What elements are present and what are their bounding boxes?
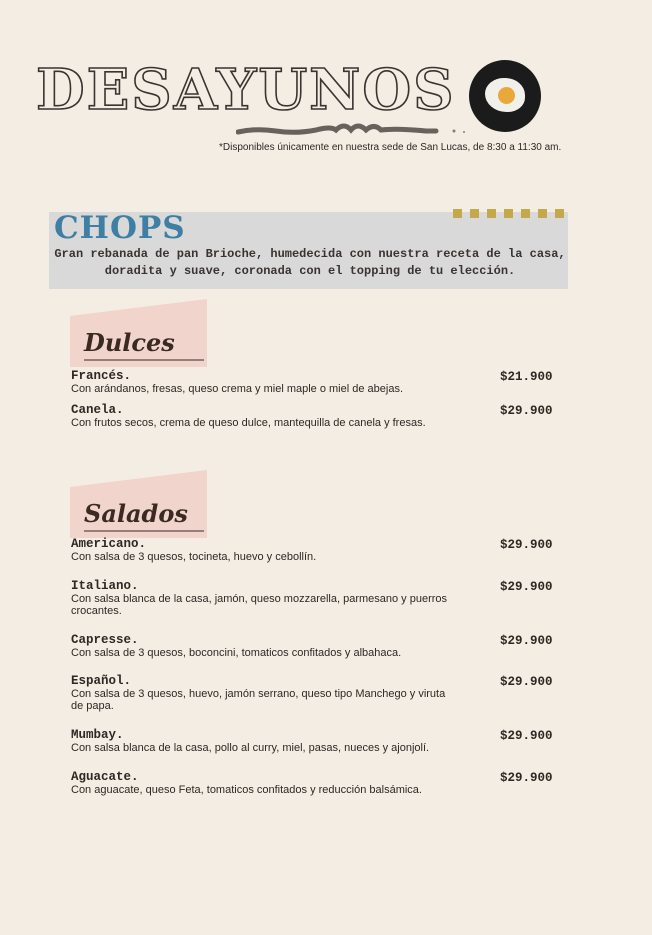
dots-decoration xyxy=(453,209,564,218)
item-description: Con frutos secos, crema de queso dulce, mantequilla de canela y fresas. xyxy=(71,417,426,429)
menu-item xyxy=(71,538,571,563)
item-price: $29.900 xyxy=(500,675,553,689)
item-price: $29.900 xyxy=(500,634,553,648)
page-title: DESAYUNOS xyxy=(36,57,456,123)
item-price: $21.900 xyxy=(500,370,553,384)
chops-description: Gran rebanada de pan Brioche, humedecida con nuestra receta de la casa, doradita y suave, coronada con el topping de tu elección. xyxy=(54,247,566,278)
item-description: Con aguacate, queso Feta, tomaticos confitados y reducción balsámica. xyxy=(71,784,422,796)
section-label-dulces: Dulces xyxy=(84,328,175,357)
item-description: Con arándanos, fresas, queso crema y miel maple o miel de abejas. xyxy=(71,383,404,395)
item-name: Capresse. xyxy=(71,633,139,647)
item-price: $29.900 xyxy=(500,538,553,552)
item-name: Italiano. xyxy=(71,579,139,593)
item-description: Con salsa de 3 quesos, boconcini, tomaticos confitados y albahaca. xyxy=(71,647,402,659)
item-name: Aguacate. xyxy=(71,770,139,784)
chops-title: CHOPS xyxy=(54,210,186,246)
disclaimer-text: *Disponibles únicamente en nuestra sede de San Lucas, de 8:30 a 11:30 am. xyxy=(219,142,562,153)
item-name: Mumbay. xyxy=(71,728,124,742)
section-label-salados: Salados xyxy=(84,499,188,528)
item-name: Americano. xyxy=(71,537,147,551)
item-price: $29.900 xyxy=(500,404,553,418)
item-name: Canela. xyxy=(71,403,124,417)
menu-item xyxy=(71,729,571,754)
menu-item xyxy=(71,404,571,429)
item-price: $29.900 xyxy=(500,580,553,594)
item-description: Con salsa blanca de la casa, jamón, queso mozzarella, parmesano y puerros crocantes. xyxy=(71,593,448,617)
item-description: Con salsa blanca de la casa, pollo al curry, miel, pasas, nueces y ajonjolí. xyxy=(71,742,430,754)
brush-stroke-decoration xyxy=(236,120,471,142)
item-name: Español. xyxy=(71,674,132,688)
menu-item xyxy=(71,634,571,659)
item-description: Con salsa de 3 quesos, tocineta, huevo y cebollín. xyxy=(71,551,317,563)
item-price: $29.900 xyxy=(500,771,553,785)
menu-item xyxy=(71,771,571,796)
fried-egg-icon xyxy=(469,60,541,132)
menu-item xyxy=(71,370,571,395)
menu-item xyxy=(71,675,571,712)
item-description: Con salsa de 3 quesos, huevo, jamón serrano, queso tipo Manchego y viruta de papa. xyxy=(71,688,446,712)
menu-item xyxy=(71,580,571,617)
section-badge-dulces xyxy=(70,299,210,369)
section-badge-salados xyxy=(70,470,210,540)
item-name: Francés. xyxy=(71,369,132,383)
item-price: $29.900 xyxy=(500,729,553,743)
